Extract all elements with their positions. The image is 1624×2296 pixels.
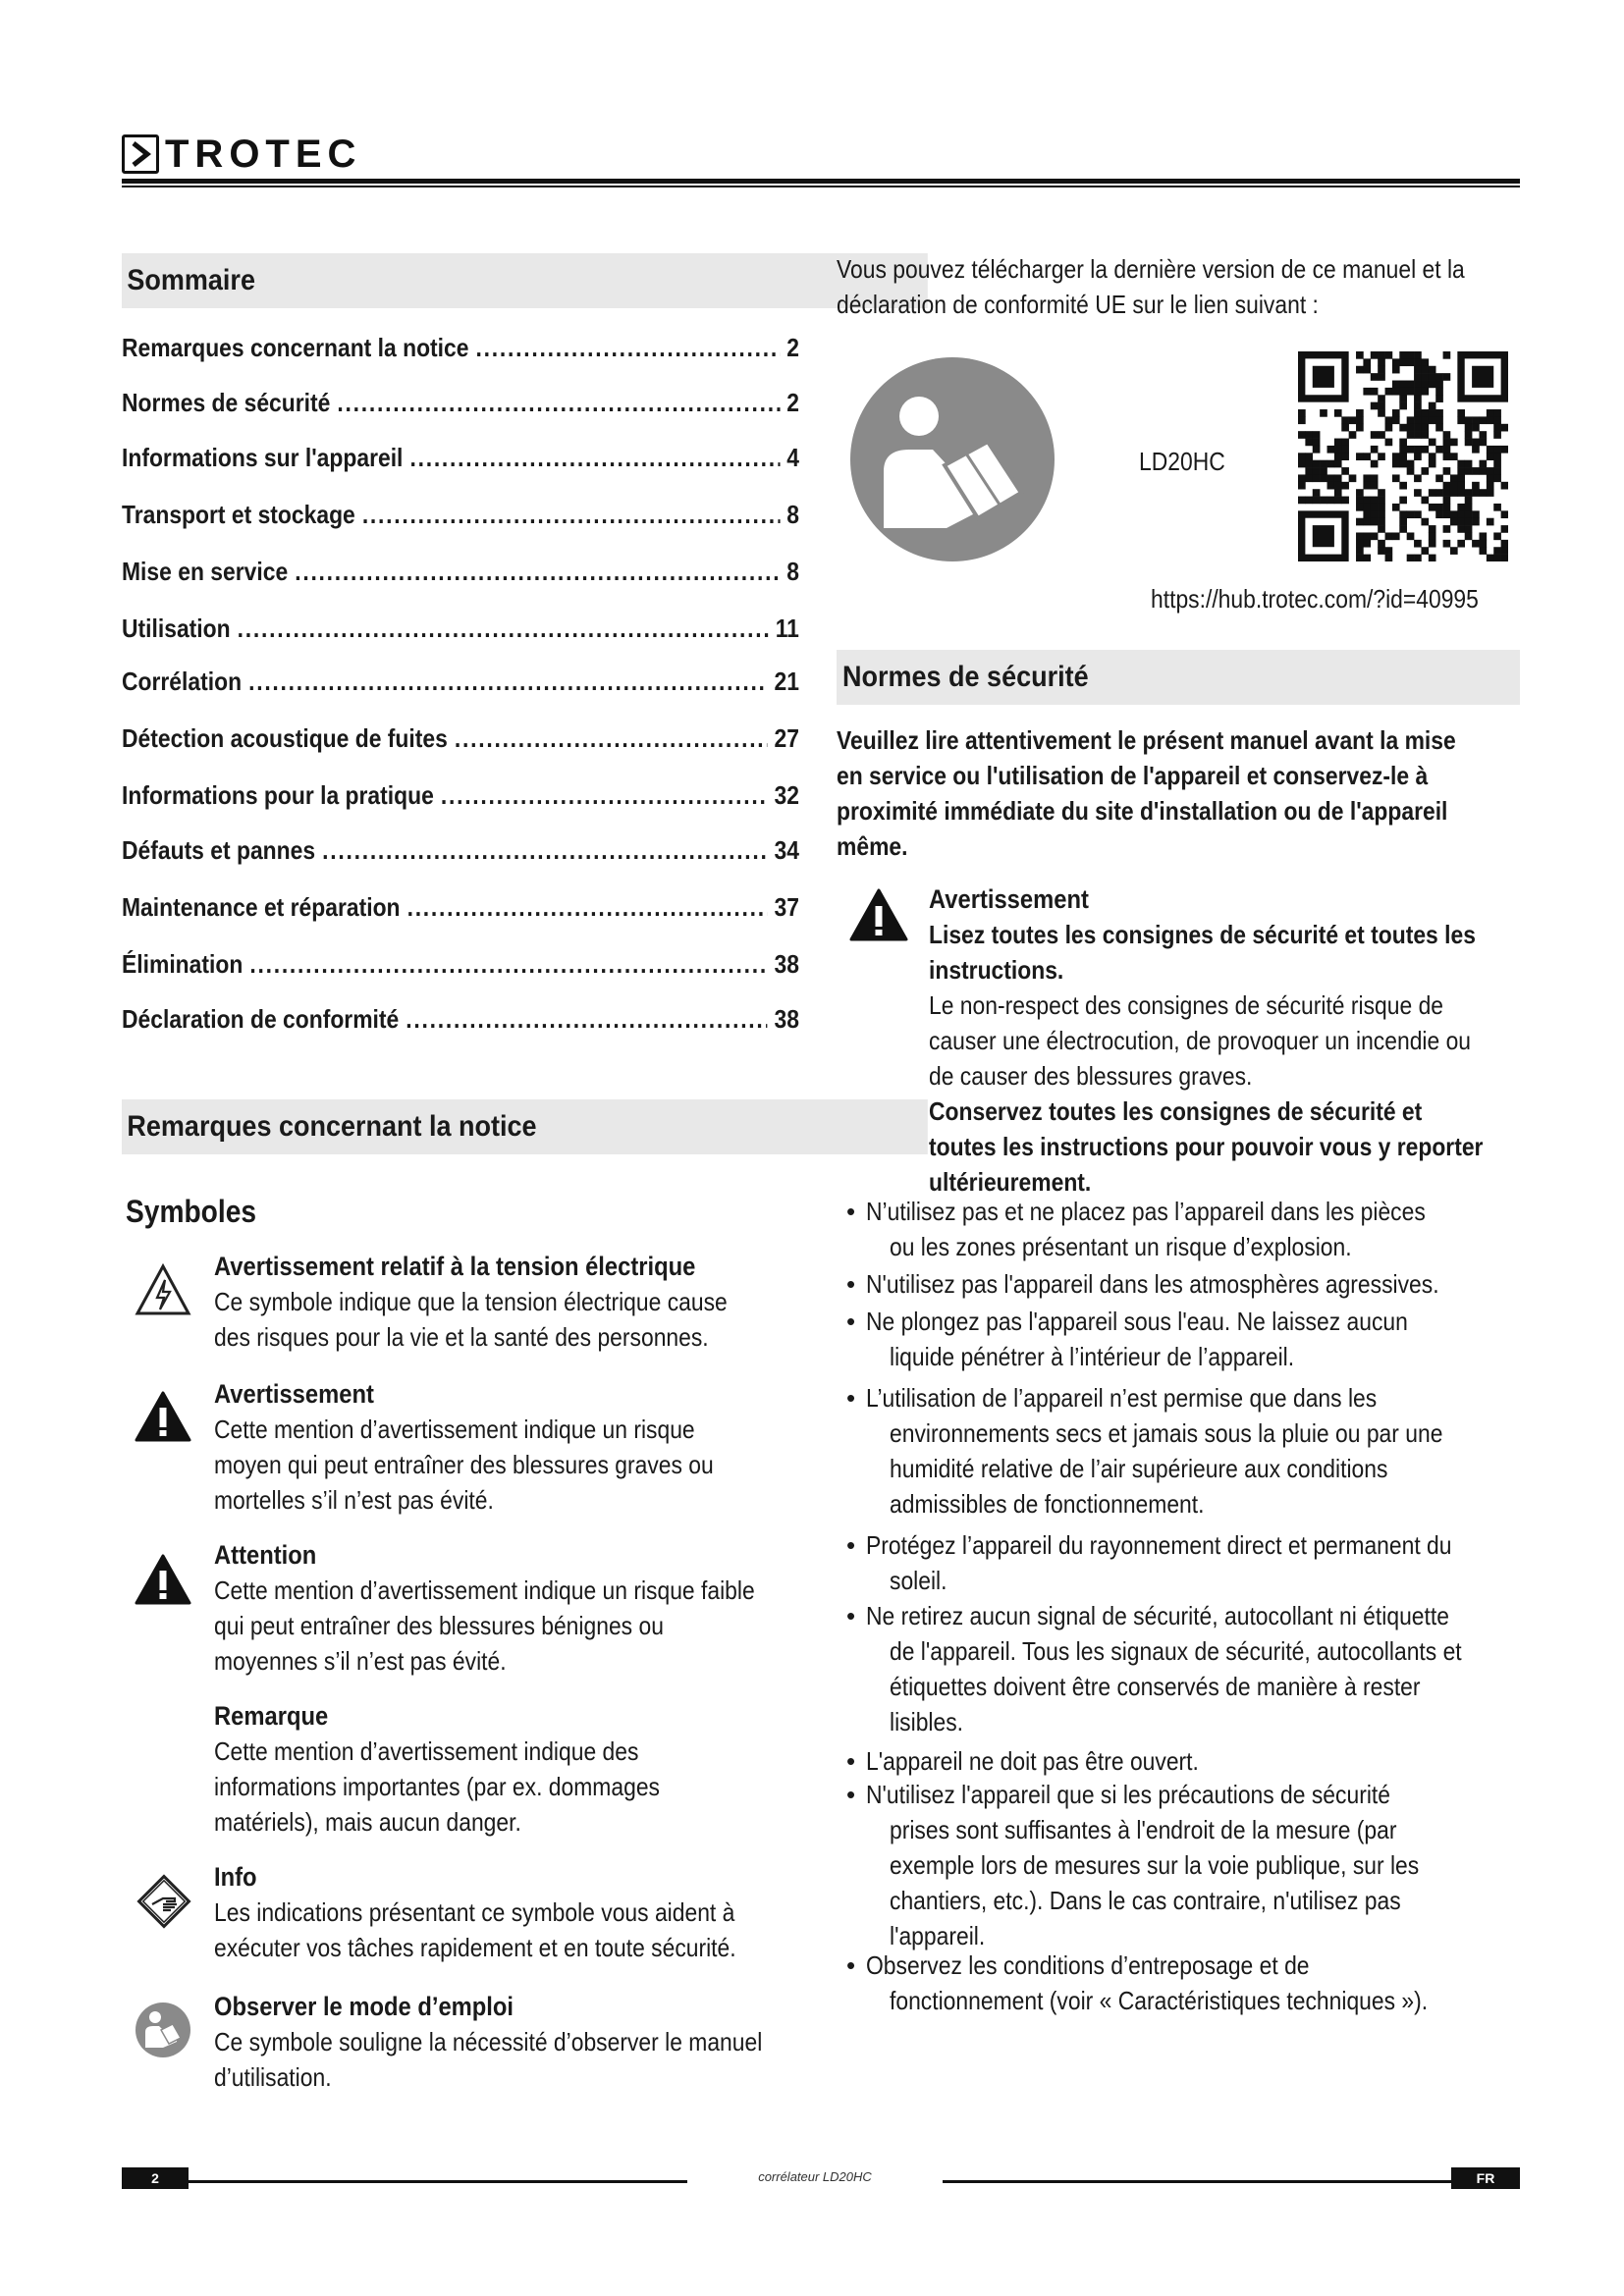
bullet-marker: • <box>846 1383 856 1413</box>
safety-heading-bar <box>837 650 1520 705</box>
toc-item-label: Normes de sécurité <box>122 388 331 417</box>
toc-item[interactable] <box>122 830 799 870</box>
safety-warning-title: Avertissement <box>929 884 1089 914</box>
symbol-text-line: d’utilisation. <box>214 2062 332 2092</box>
symbols-title: Symboles <box>126 1194 257 1229</box>
bullet-text-line: l'appareil. <box>890 1921 986 1950</box>
symbol-description <box>214 1989 837 2095</box>
safety-intro-line: en service ou l'utilisation de l'appareil et conservez-le à <box>837 761 1429 790</box>
bullet-text-line: exemple lors de mesures sur la voie publique, sur les <box>890 1850 1420 1880</box>
toc-item[interactable] <box>122 438 799 477</box>
bullet-text-line: fonctionnement (voir « Caractéristiques techniques »). <box>890 1986 1429 2015</box>
safety-warning-bold-line: toutes les instructions pour pouvoir vous y reporter <box>929 1132 1484 1161</box>
symbol-text-line: informations importantes (par ex. dommages <box>214 1772 660 1801</box>
safety-title: Normes de sécurité <box>842 661 1089 693</box>
toc-item-page: 2 <box>786 388 799 417</box>
safety-bullet-item <box>846 1380 1534 1522</box>
toc-item[interactable] <box>122 609 799 648</box>
bullet-marker: • <box>846 1307 856 1336</box>
symbol-title: Attention <box>214 1540 317 1570</box>
symbol-title: Avertissement <box>214 1379 374 1409</box>
symbol-text-line: des risques pour la vie et la santé des personnes. <box>214 1322 709 1352</box>
toc-item-page: 27 <box>774 723 799 753</box>
symbol-text-line: Ce symbole indique que la tension électrique cause <box>214 1287 728 1316</box>
toc-item-label: Détection acoustique de fuites <box>122 723 448 753</box>
symbol-title: Remarque <box>214 1701 329 1731</box>
safety-warning-bold-line: Conservez toutes les consignes de sécurité et <box>929 1096 1423 1126</box>
toc-item-label: Transport et stockage <box>122 500 355 529</box>
safety-intro-line: proximité immédiate du site d'installation ou de l'appareil <box>837 796 1448 826</box>
bullet-text-line: admissibles de fonctionnement. <box>890 1489 1205 1519</box>
toc-leader-dots <box>362 495 780 534</box>
bullet-marker: • <box>846 1269 856 1299</box>
bullet-text-line: N’utilisez pas et ne placez pas l’appareil dans les pièces <box>866 1197 1426 1226</box>
toc-item-label: Informations sur l'appareil <box>122 443 404 472</box>
warning-triangle-icon <box>134 1390 192 1448</box>
bullet-text-line: Protégez l’appareil du rayonnement direct et permanent du <box>866 1530 1452 1560</box>
safety-bullet-item <box>846 1194 1534 1264</box>
symbol-text-line: Les indications présentant ce symbole vous aident à <box>214 1897 735 1927</box>
bullet-text-line: environnements secs et jamais sous la pluie ou par une <box>890 1418 1443 1448</box>
bullet-text-line: N'utilisez l'appareil que si les précautions de sécurité <box>866 1780 1390 1809</box>
footer-page-number: 2 <box>122 2167 189 2189</box>
toc-item[interactable] <box>122 887 799 927</box>
notice-heading-bar <box>122 1099 928 1154</box>
bullet-text-line: de l'appareil. Tous les signaux de sécurité, autocollants et <box>890 1636 1462 1666</box>
safety-bullet-item <box>846 1948 1534 2018</box>
bullet-text-line: chantiers, etc.). Dans le cas contraire, n'utilisez pas <box>890 1886 1401 1915</box>
footer-language: FR <box>1451 2167 1520 2189</box>
footer-document-title: corrélateur LD20HC <box>687 2166 943 2188</box>
symbol-description <box>214 1698 721 1840</box>
toc-item-page: 32 <box>774 780 799 810</box>
toc-item[interactable] <box>122 719 799 758</box>
attention-triangle-icon <box>134 1553 192 1611</box>
symbol-text-line: matériels), mais aucun danger. <box>214 1807 521 1837</box>
symbol-text-line: moyen qui peut entraîner des blessures graves ou <box>214 1450 714 1479</box>
symbol-text-line: exécuter vos tâches rapidement et en toute sécurité. <box>214 1933 736 1962</box>
toc-leader-dots <box>248 662 767 701</box>
toc-item[interactable] <box>122 662 799 701</box>
toc-item-label: Informations pour la pratique <box>122 780 434 810</box>
model-label: LD20HC <box>1139 447 1225 476</box>
toc-item-page: 21 <box>774 667 799 696</box>
symbol-text-line: Cette mention d’avertissement indique un risque faible <box>214 1575 755 1605</box>
chevron-logo-icon <box>122 134 159 174</box>
toc-item-page: 4 <box>786 443 799 472</box>
bullet-text-line: soleil. <box>890 1566 947 1595</box>
bullet-marker: • <box>846 1950 856 1980</box>
symbol-text-line: moyennes s’il n’est pas évité. <box>214 1646 507 1676</box>
symbol-text-line: Ce symbole souligne la nécessité d’observer le manuel <box>214 2027 763 2056</box>
bullet-text-line: lisibles. <box>890 1707 964 1736</box>
header-rule-thin <box>122 186 1520 187</box>
bullet-text-line: humidité relative de l’air supérieure aux conditions <box>890 1454 1388 1483</box>
toc-item[interactable] <box>122 999 799 1039</box>
toc-item-page: 8 <box>786 557 799 586</box>
toc-item[interactable] <box>122 944 799 984</box>
symbol-title: Info <box>214 1862 257 1892</box>
toc-leader-dots <box>238 609 769 648</box>
info-hand-icon <box>134 1871 194 1937</box>
toc-item-page: 37 <box>774 892 799 922</box>
bullet-text-line: liquide pénétrer à l’intérieur de l’appareil. <box>890 1342 1295 1371</box>
toc-item-page: 38 <box>774 949 799 979</box>
symbol-text-line: qui peut entraîner des blessures bénignes ou <box>214 1611 664 1640</box>
toc-item-page: 8 <box>786 500 799 529</box>
toc-leader-dots <box>476 328 781 367</box>
toc-leader-dots <box>409 438 780 477</box>
safety-warning-block <box>929 881 1558 1200</box>
safety-warning-text-line: de causer des blessures graves. <box>929 1061 1253 1091</box>
toc-item[interactable] <box>122 775 799 815</box>
toc-leader-dots <box>441 775 768 815</box>
toc-item-label: Défauts et pannes <box>122 835 316 865</box>
toc-item-page: 34 <box>774 835 799 865</box>
safety-warning-icon <box>848 887 909 947</box>
safety-bullet-item <box>846 1743 1534 1779</box>
bullet-marker: • <box>846 1601 856 1630</box>
toc-leader-dots <box>322 830 767 870</box>
safety-bullet-item <box>846 1527 1534 1598</box>
electric-warning-icon <box>134 1262 192 1322</box>
bullet-marker: • <box>846 1746 856 1776</box>
symbol-description <box>214 1859 807 1965</box>
safety-warning-bold-line: instructions. <box>929 955 1064 985</box>
bullet-text-line: L'appareil ne doit pas être ouvert. <box>866 1746 1199 1776</box>
symbol-title: Observer le mode d’emploi <box>214 1992 514 2021</box>
download-text <box>837 251 1465 322</box>
symbol-title: Avertissement relatif à la tension électrique <box>214 1252 696 1281</box>
download-line: Vous pouvez télécharger la dernière version de ce manuel et la <box>837 254 1465 284</box>
bullet-text-line: ou les zones présentant un risque d’explosion. <box>890 1232 1352 1261</box>
symbol-description <box>214 1537 829 1679</box>
download-line: déclaration de conformité UE sur le lien suivant : <box>837 290 1319 319</box>
toc-item[interactable] <box>122 495 799 534</box>
symbol-text-line: Cette mention d’avertissement indique des <box>214 1736 639 1766</box>
toc-item-label: Élimination <box>122 949 244 979</box>
toc-leader-dots <box>407 887 768 927</box>
toc-item[interactable] <box>122 552 799 591</box>
toc-item-page: 38 <box>774 1004 799 1034</box>
symbol-text-line: Cette mention d’avertissement indique un risque <box>214 1415 695 1444</box>
safety-bullet-item <box>846 1777 1534 1953</box>
bullet-text-line: prises sont suffisantes à l'endroit de la mesure (par <box>890 1815 1397 1844</box>
toc-item-label: Remarques concernant la notice <box>122 333 469 362</box>
toc-item-label: Déclaration de conformité <box>122 1004 400 1034</box>
read-manual-small-icon <box>134 2001 192 2064</box>
bullet-marker: • <box>846 1197 856 1226</box>
safety-intro-line: Veuillez lire attentivement le présent manuel avant la mise <box>837 725 1456 755</box>
notice-title: Remarques concernant la notice <box>127 1110 537 1143</box>
bullet-marker: • <box>846 1530 856 1560</box>
safety-warning-text-line: Le non-respect des consignes de sécurité risque de <box>929 990 1444 1020</box>
read-manual-icon <box>848 355 1056 568</box>
toc-leader-dots <box>455 719 768 758</box>
bullet-text-line: Ne retirez aucun signal de sécurité, autocollant ni étiquette <box>866 1601 1449 1630</box>
toc-item-page: 11 <box>775 614 799 643</box>
bullet-marker: • <box>846 1780 856 1809</box>
symbol-description <box>214 1249 797 1355</box>
toc-item[interactable] <box>122 383 799 422</box>
safety-warning-bold-line: ultérieurement. <box>929 1167 1092 1197</box>
toc-leader-dots <box>406 999 767 1039</box>
brand-name: TROTEC <box>165 133 362 176</box>
safety-bullet-item <box>846 1598 1534 1739</box>
bullet-text-line: N'utilisez pas l'appareil dans les atmosphères agressives. <box>866 1269 1439 1299</box>
toc-title: Sommaire <box>127 264 255 296</box>
safety-warning-bold-line: Lisez toutes les consignes de sécurité et toutes les <box>929 920 1476 949</box>
qr-code-icon <box>1298 351 1508 566</box>
toc-item-label: Maintenance et réparation <box>122 892 401 922</box>
safety-intro <box>837 722 1541 864</box>
bullet-text-line: Ne plongez pas l'appareil sous l'eau. Ne laissez aucun <box>866 1307 1408 1336</box>
toc-heading-bar <box>122 253 928 308</box>
download-url[interactable]: https://hub.trotec.com/?id=40995 <box>1151 584 1479 614</box>
safety-bullet-item <box>846 1266 1534 1302</box>
safety-warning-text-line: causer une électrocution, de provoquer un incendie ou <box>929 1026 1472 1055</box>
toc-item-label: Mise en service <box>122 557 289 586</box>
bullet-text-line: L’utilisation de l’appareil n’est permise que dans les <box>866 1383 1378 1413</box>
toc-item-page: 2 <box>786 333 799 362</box>
toc-leader-dots <box>337 383 780 422</box>
toc-leader-dots <box>249 944 767 984</box>
toc-item[interactable] <box>122 328 799 367</box>
bullet-text-line: étiquettes doivent être conservés de manière à rester <box>890 1672 1421 1701</box>
header-rule <box>122 179 1520 184</box>
safety-bullet-item <box>846 1304 1534 1374</box>
toc-leader-dots <box>295 552 780 591</box>
toc-item-label: Utilisation <box>122 614 231 643</box>
trotec-logo <box>122 133 436 176</box>
safety-intro-line: même. <box>837 831 908 861</box>
symbol-description <box>214 1376 782 1518</box>
bullet-text-line: Observez les conditions d’entreposage et de <box>866 1950 1310 1980</box>
toc-item-label: Corrélation <box>122 667 243 696</box>
symbol-text-line: mortelles s’il n’est pas évité. <box>214 1485 494 1515</box>
